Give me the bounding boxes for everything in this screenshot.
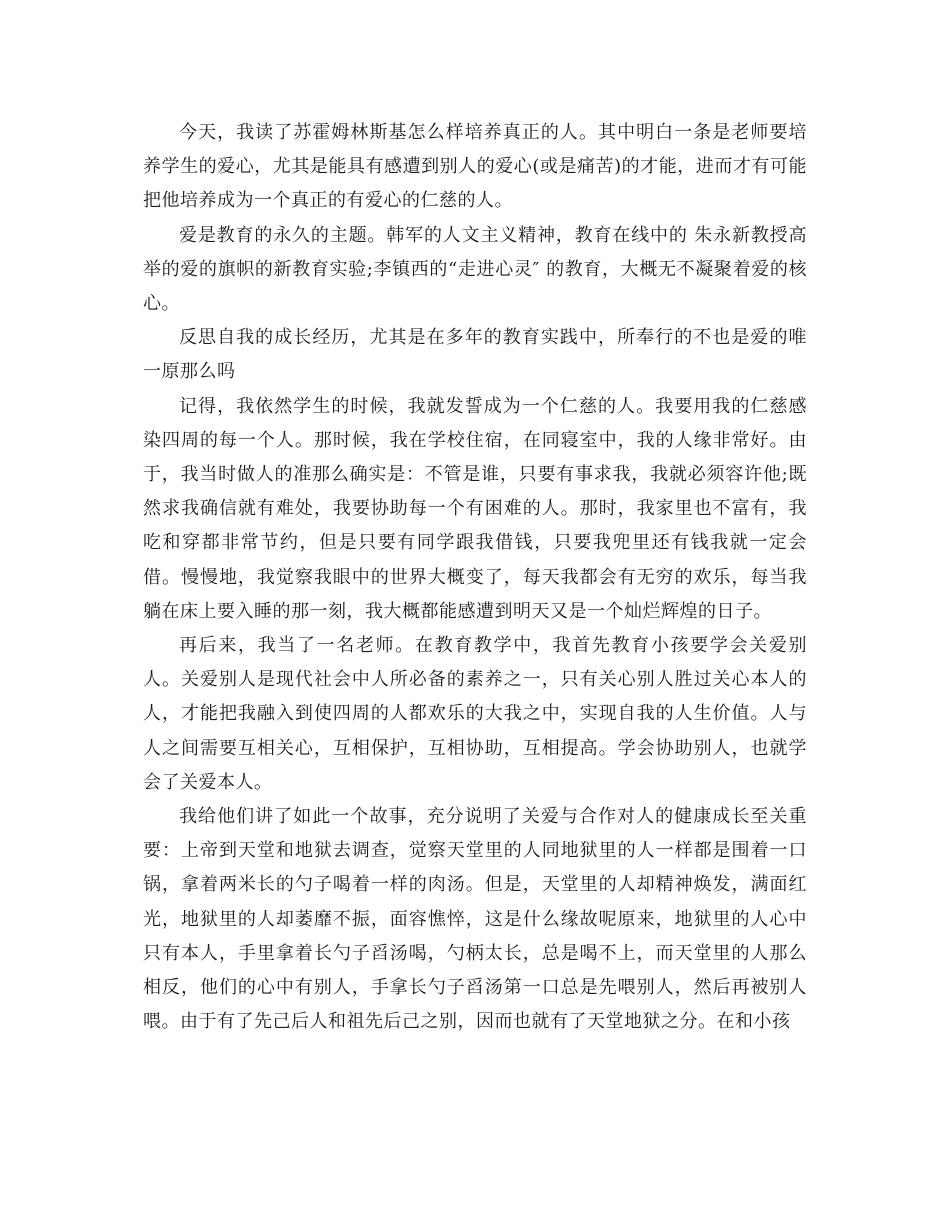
document-body xyxy=(143,116,807,1039)
paragraph-4: 记得，我依然学生的时候，我就发誓成为一个仁慈的人。我要用我的仁慈感染四周的每一个人。那时候，我在学校住宿，在同寝室中，我的人缘非常好。由于，我当时做人的准那么确实是：不管是谁，只要有事求我，我就必须容许他;既然求我确信就有难处，我要协助每一个有困难的人。那时，我家里也不富有，我吃和穿都非常节约，但是只要有同学跟我借钱，只要我兜里还有钱我就一定会借。慢慢地，我觉察我眼中的世界大概变了，每天我都会有无穷的欢乐，每当我躺在床上要入睡的那一刻，我大概都能感遭到明天又是一个灿烂辉煌的日子。 xyxy=(143,395,807,622)
paragraph-2: 爱是教育的永久的主题。韩军的人文主义精神，教育在线中的 朱永新教授高举的爱的旗帜的新教育实验;李镇西的“走进心灵″ 的教育，大概无不凝聚着爱的核心。 xyxy=(143,224,807,315)
paragraph-6: 我给他们讲了如此一个故事，充分说明了关爱与合作对人的健康成长至关重要：上帝到天堂和地狱去调查，觉察天堂里的人同地狱里的人一样都是围着一口锅，拿着两米长的勺子喝着一样的肉汤。但是，天堂里的人却精神焕发，满面红光，地狱里的人却萎靡不振，面容憔悴，这是什么缘故呢原来，地狱里的人心中只有本人，手里拿着长勺子舀汤喝，勺柄太长，总是喝不上，而天堂里的人那么相反，他们的心中有别人，手拿长勺子舀汤第一口总是先喂别人，然后再被别人喂。由于有了先己后人和祖先后己之别，因而也就有了天堂地狱之分。在和小孩 xyxy=(143,806,807,1033)
paragraph-3: 反思自我的成长经历，尤其是在多年的教育实践中，所奉行的不也是爱的唯一原那么吗 xyxy=(143,327,807,383)
paragraph-1: 今天，我读了苏霍姆林斯基怎么样培养真正的人。其中明白一条是老师要培养学生的爱心，尤其是能具有感遭到别人的爱心(或是痛苦)的才能，进而才有可能把他培养成为一个真正的有爱心的仁慈的人。 xyxy=(143,122,807,212)
paragraph-5: 再后来，我当了一名老师。在教育教学中，我首先教育小孩要学会关爱别人。关爱别人是现代社会中人所必备的素养之一，只有关心别人胜过关心本人的人，才能把我融入到使四周的人都欢乐的大我之中，实现自我的人生价值。人与人之间需要互相关心，互相保护，互相协助，互相提高。学会协助别人，也就学会了关爱本人。 xyxy=(143,635,807,793)
